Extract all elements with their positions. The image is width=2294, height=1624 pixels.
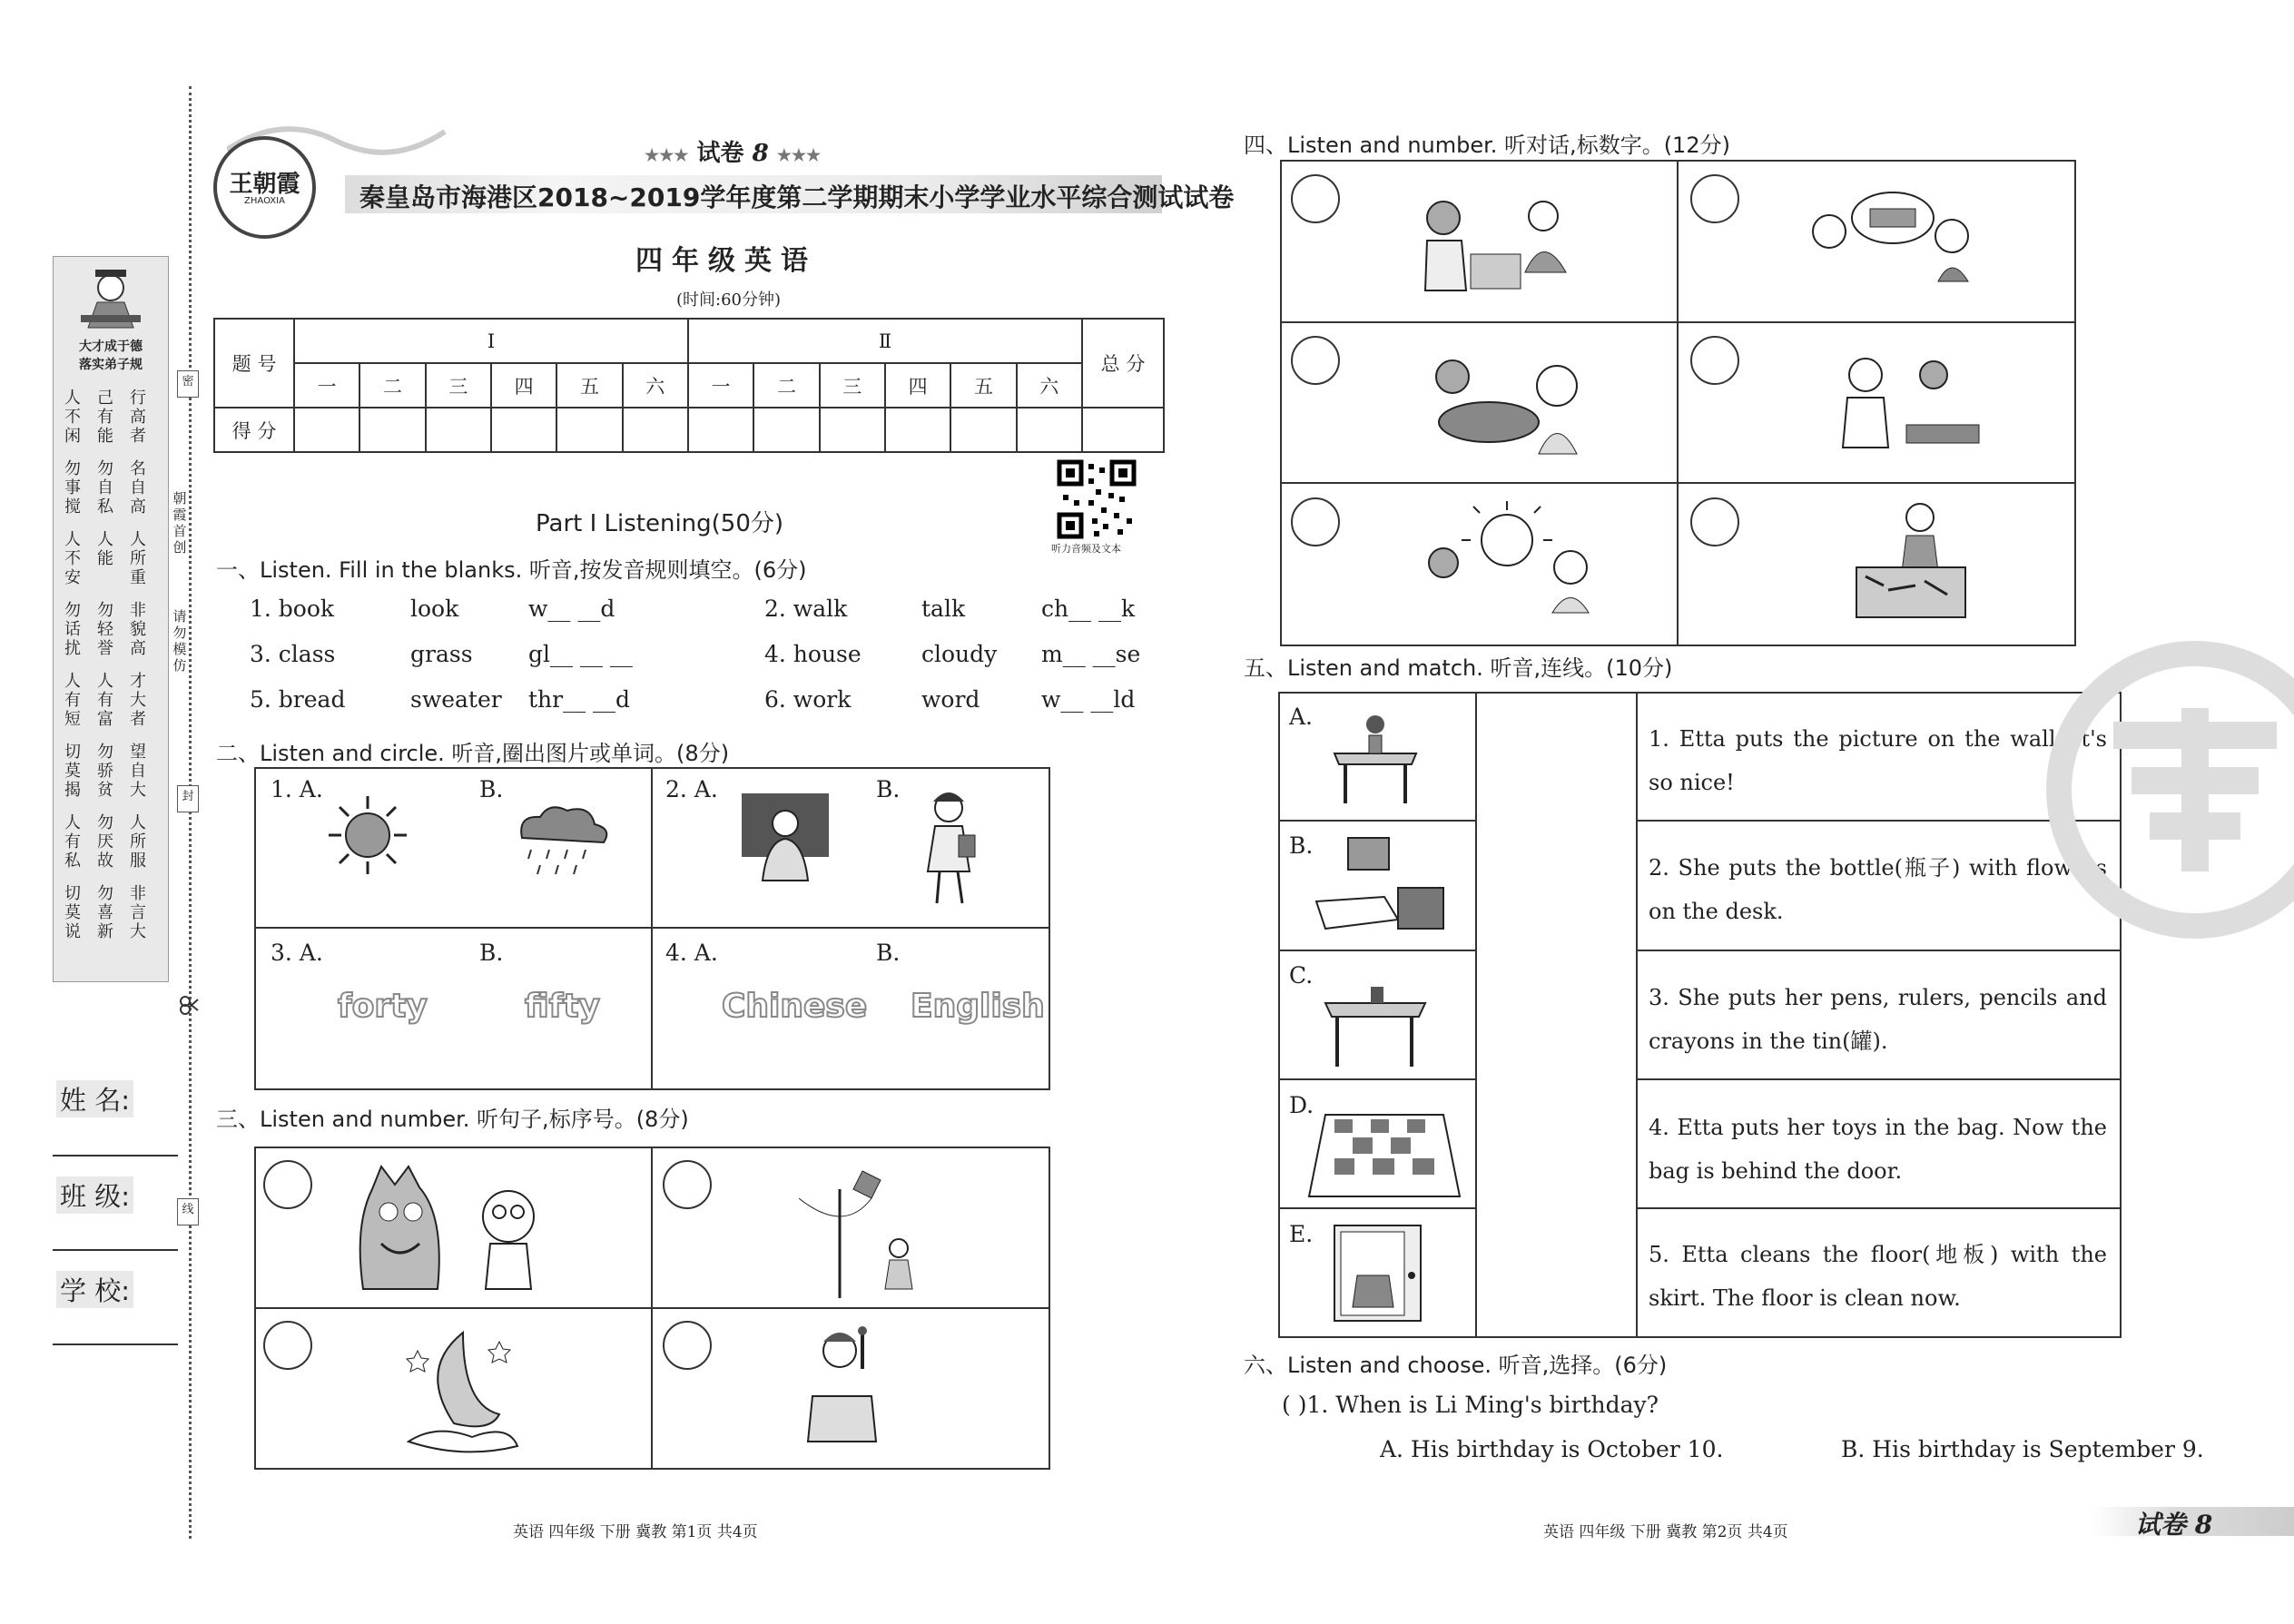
q5-title: 五、Listen and match. 听音,连线。(10分)	[1244, 655, 1673, 681]
q3-number-circle-4[interactable]	[663, 1321, 712, 1370]
q3-number-circle-2[interactable]	[663, 1160, 712, 1209]
rule-text: 勿事搅	[64, 459, 81, 517]
schoolgirl-icon[interactable]	[917, 785, 980, 912]
messy-room-icon	[1852, 499, 1970, 626]
score-cell[interactable]	[294, 408, 359, 452]
kite-girl-icon	[790, 1162, 935, 1298]
bus-thought-icon	[1807, 186, 1979, 286]
score-col-header: 三	[426, 363, 491, 408]
q1-example-word: sweater	[410, 686, 502, 713]
seal-mark-2: 封	[177, 785, 199, 812]
rule-text: 人所服	[130, 813, 146, 871]
q4-number-circle-1[interactable]	[1291, 174, 1340, 223]
class-field[interactable]	[53, 1249, 178, 1251]
motto-line-1: 大才成于德	[79, 340, 143, 354]
q5-sentence[interactable]: 1. Etta puts the picture on the wall. It's so nice!	[1649, 726, 2107, 795]
table-with-flowers-icon	[1325, 708, 1425, 808]
rule-text: 勿话扰	[64, 601, 81, 658]
vertical-note-1: 朝霞首创	[172, 490, 187, 556]
score-cell[interactable]	[359, 408, 425, 452]
q2-word-chinese[interactable]: Chinese	[722, 988, 868, 1025]
score-col-header: 五	[556, 363, 622, 408]
total-header: 总 分	[1082, 319, 1164, 408]
q1-example-word: 3. class	[250, 641, 336, 667]
q6-question-1: ( )1. When is Li Ming's birthday?	[1282, 1392, 1659, 1418]
score-cell[interactable]	[426, 408, 491, 452]
score-col-header: 六	[1017, 363, 1082, 408]
paper-number: 8	[752, 140, 769, 167]
q3-number-circle-3[interactable]	[263, 1321, 312, 1370]
girl-with-torch-icon	[799, 1324, 890, 1460]
checkered-floor-icon	[1307, 1106, 1462, 1201]
total-score-cell[interactable]	[1082, 408, 1164, 452]
score-cell[interactable]	[491, 408, 556, 452]
class-label: 班 级:	[56, 1176, 133, 1214]
score-cell[interactable]	[688, 408, 753, 452]
rule-text: 勿自私	[97, 459, 113, 517]
boy-and-robot-icon	[1825, 352, 1988, 452]
q2-item-1-b[interactable]: B.	[479, 776, 504, 802]
seal-mark-3: 线	[177, 1198, 199, 1225]
score-cell[interactable]	[820, 408, 885, 452]
q2-item-3-a[interactable]: 3. A.	[271, 940, 323, 966]
exam-title: 秦皇岛市海港区2018~2019学年度第二学期期末小学学业水平综合测试试卷	[359, 182, 1235, 212]
rule-text: 望自大	[130, 743, 146, 800]
q1-example-word: 4. house	[764, 641, 861, 667]
q1-blank-word[interactable]: ch__ __k	[1041, 595, 1136, 622]
rule-text: 勿厌故	[97, 813, 113, 871]
score-cell[interactable]	[950, 408, 1016, 452]
rule-text: 人能	[97, 530, 113, 568]
score-cell[interactable]	[753, 408, 819, 452]
name-field[interactable]	[53, 1155, 178, 1156]
q1-title: 一、Listen. Fill in the blanks. 听音,按发音规则填空。(6分)	[216, 557, 807, 583]
subject-title: 四年级英语	[635, 245, 817, 277]
q1-example-word: cloudy	[921, 641, 998, 667]
door-with-bag-icon	[1330, 1221, 1425, 1325]
q2-item-4-b[interactable]: B.	[876, 940, 901, 966]
teacher-icon[interactable]	[740, 792, 831, 882]
q2-item-4-a[interactable]: 4. A.	[665, 940, 718, 966]
row-label-score: 得 分	[214, 408, 294, 452]
q5-sentence[interactable]: 3. She puts her pens, rulers, pencils and crayons in the tin(罐).	[1649, 985, 2107, 1054]
score-col-header: 三	[820, 363, 885, 408]
q5-letter-a[interactable]: A.	[1289, 704, 1314, 730]
q1-blank-word[interactable]: thr__ __d	[528, 686, 631, 713]
rule-text: 人所重	[130, 530, 146, 587]
score-cell[interactable]	[623, 408, 688, 452]
score-col-header: 六	[623, 363, 688, 408]
q3-number-circle-1[interactable]	[263, 1160, 312, 1209]
motto-panel	[53, 256, 169, 982]
q1-blank-word[interactable]: gl__ __ __	[528, 641, 633, 667]
q4-title: 四、Listen and number. 听对话,标数字。(12分)	[1244, 133, 1730, 158]
seal-mark-1: 密	[177, 370, 199, 398]
rule-text: 非貌高	[130, 601, 146, 658]
q5-letter-d[interactable]: D.	[1289, 1092, 1314, 1118]
score-col-header: 二	[359, 363, 425, 408]
q6-option-a[interactable]: A. His birthday is October 10.	[1380, 1436, 1724, 1462]
q5-sentence[interactable]: 4. Etta puts her toys in the bag. Now the bag is behind the door.	[1649, 1115, 2107, 1184]
logo-text: 王朝霞	[229, 171, 300, 198]
q1-example-word: look	[410, 595, 459, 622]
q2-item-1-a[interactable]: 1. A.	[271, 776, 323, 802]
rule-text: 切莫揭	[64, 743, 81, 800]
q1-example-word: 2. walk	[764, 595, 848, 622]
score-cell[interactable]	[885, 408, 950, 452]
brand-logo	[213, 136, 316, 239]
rule-text: 切莫说	[64, 884, 81, 941]
q4-number-circle-2[interactable]	[1690, 174, 1739, 223]
rule-text: 行高者	[130, 389, 146, 446]
q2-item-2-b[interactable]: B.	[876, 776, 901, 802]
q3-title: 三、Listen and number. 听句子,标序号。(8分)	[216, 1107, 689, 1132]
scholar-illustration	[79, 264, 143, 330]
binding-dashed-line	[189, 86, 192, 1539]
score-col-header: 一	[294, 363, 359, 408]
rule-text: 己有能	[97, 389, 113, 446]
rain-cloud-icon[interactable]	[508, 797, 617, 883]
q1-blank-word[interactable]: m__ __se	[1041, 641, 1141, 667]
row-label-number: 题 号	[214, 319, 294, 408]
time-limit: (时间:60分钟)	[676, 290, 782, 310]
school-label: 学 校:	[56, 1271, 133, 1308]
score-col-header: 四	[885, 363, 950, 408]
q5-letter-c[interactable]: C.	[1289, 962, 1314, 989]
moon-icon	[399, 1324, 527, 1460]
footer-left: 英语 四年级 下册 冀教 第1页 共4页	[513, 1523, 758, 1541]
rule-text: 才大者	[130, 672, 146, 729]
footer-tag: 试卷 8	[2135, 1510, 2213, 1540]
clothes-shop-icon	[1416, 191, 1580, 300]
score-col-header: 一	[688, 363, 753, 408]
q2-title: 二、Listen and circle. 听音,圈出图片或单词。(8分)	[216, 741, 730, 766]
rule-text: 勿骄贫	[97, 743, 113, 800]
q5-letter-e[interactable]: E.	[1289, 1221, 1314, 1247]
paper-tag: ★★★ 试卷 8 ★★★	[645, 140, 822, 167]
watermark-seal	[2023, 635, 2294, 944]
score-table	[213, 318, 1165, 453]
score-col-header: 五	[950, 363, 1016, 408]
part-1-header: Ⅰ	[294, 319, 688, 363]
q2-word-fifty[interactable]: fifty	[525, 988, 601, 1025]
q1-example-word: grass	[410, 641, 473, 667]
score-cell[interactable]	[556, 408, 622, 452]
bed-and-picture-icon	[1312, 833, 1448, 942]
q5-letter-b[interactable]: B.	[1289, 832, 1314, 859]
rule-text: 名自高	[130, 459, 146, 517]
rule-text: 人有短	[64, 672, 81, 729]
q5-sentence[interactable]: 2. She puts the bottle(瓶子) with flowers on the desk.	[1649, 855, 2107, 924]
name-label: 姓 名:	[56, 1080, 133, 1117]
footer-right: 英语 四年级 下册 冀教 第2页 共4页	[1543, 1523, 1788, 1541]
q1-example-word: 5. bread	[250, 686, 346, 713]
q1-example-word: 6. work	[764, 686, 852, 713]
q1-blank-word[interactable]: w__ __ld	[1041, 686, 1136, 713]
sunny-weather-icon	[1416, 499, 1598, 617]
q2-word-forty[interactable]: forty	[338, 988, 428, 1025]
q6-title: 六、Listen and choose. 听音,选择。(6分)	[1244, 1353, 1668, 1378]
q1-blank-word[interactable]: w__ __d	[528, 595, 615, 622]
rule-text: 人有富	[97, 672, 113, 729]
q5-sentence[interactable]: 5. Etta cleans the floor(地板) with the skirt. The floor is clean now.	[1649, 1242, 2107, 1311]
rule-text: 人有私	[64, 813, 81, 871]
q2-item-2-a[interactable]: 2. A.	[665, 776, 718, 802]
score-cell[interactable]	[1017, 408, 1082, 452]
desk-with-tin-icon	[1321, 976, 1430, 1071]
qr-caption: 听力音频及文本	[1051, 543, 1121, 555]
q2-word-english[interactable]: English	[911, 988, 1045, 1025]
monster-and-girl-icon	[354, 1162, 554, 1298]
vertical-note-2: 请勿模仿	[172, 608, 187, 674]
score-col-header: 二	[753, 363, 819, 408]
part-title: Part Ⅰ Listening(50分)	[536, 510, 784, 537]
score-col-header: 四	[491, 363, 556, 408]
school-field[interactable]	[53, 1343, 178, 1345]
part-2-header: Ⅱ	[688, 319, 1082, 363]
q2-item-3-b[interactable]: B.	[479, 940, 504, 966]
q1-example-word: talk	[921, 595, 966, 622]
q4-number-circle-3[interactable]	[1291, 336, 1340, 385]
sun-icon[interactable]	[327, 794, 409, 876]
q6-option-b[interactable]: B. His birthday is September 9.	[1841, 1436, 2204, 1462]
q4-number-circle-6[interactable]	[1690, 497, 1739, 546]
q4-number-circle-4[interactable]	[1690, 336, 1739, 385]
q1-example-word: 1. book	[250, 595, 335, 622]
logo-sub: ZHAOXIA	[244, 196, 285, 206]
qr-code-icon[interactable]	[1056, 458, 1137, 540]
rule-text: 人不安	[64, 530, 81, 587]
rule-text: 勿喜新	[97, 884, 113, 941]
q4-number-circle-5[interactable]	[1291, 497, 1340, 546]
q1-example-word: word	[921, 686, 980, 713]
rule-text: 勿轻誉	[97, 601, 113, 658]
rule-text: 人不闲	[64, 389, 81, 446]
food-plate-icon	[1421, 349, 1593, 458]
rule-text: 非言大	[130, 884, 146, 941]
scissors-icon	[178, 994, 200, 1016]
motto-line-2: 落实弟子规	[79, 358, 143, 372]
